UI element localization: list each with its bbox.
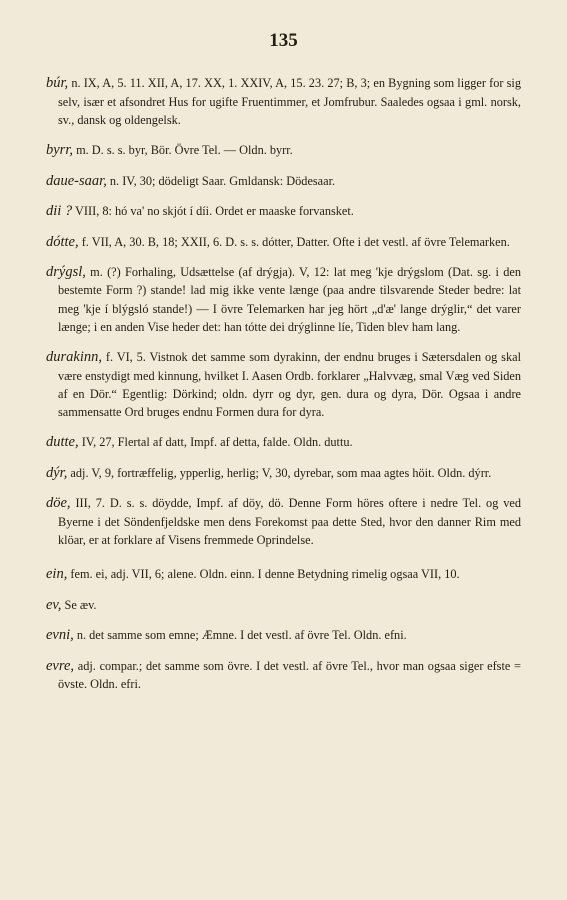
entry-bur	[46, 74, 521, 129]
entry-byrr	[46, 141, 521, 159]
definition: adj. compar.; det samme som övre. I det vestl. af övre Tel., hvor man ogsaa siger efste = övste. Oldn. efri.	[58, 658, 521, 691]
entry-doe	[46, 494, 521, 549]
headword: búr,	[46, 75, 69, 92]
entry-evni	[46, 626, 521, 644]
definition: n. IV, 30; dödeligt Saar. Gmldansk: Dödesaar.	[106, 173, 336, 188]
headword: ev,	[46, 596, 62, 613]
entry-dii	[46, 202, 521, 220]
entry-dutte	[46, 433, 521, 451]
entry-ev	[46, 596, 521, 614]
headword: evni,	[46, 627, 74, 644]
definition: n. IX, A, 5. 11. XII, A, 17. XX, 1. XXIV, A, 15. 23. 27; B, 3; en Bygning som ligger for sig selv, især et afsondret Hus for ugifte Fruentimmer, et Jomfrubur. Saaledes ogsaa i gml. norsk, sv., dansk og oldengelsk.	[58, 76, 521, 127]
definition: IV, 27, Flertal af datt, Impf. af detta, falde. Oldn. duttu.	[78, 435, 353, 450]
headword: dótte,	[46, 233, 79, 250]
definition: adj. V, 9, fortræffelig, ypperlig, herlig; V, 30, dyrebar, som maa agtes höit. Oldn. dýrr.	[67, 465, 492, 480]
headword: durakinn,	[46, 349, 102, 366]
entry-evre	[46, 657, 521, 693]
definition: n. det samme som emne; Æmne. I det vestl. af övre Tel. Oldn. efni.	[73, 628, 407, 643]
definition: f. VII, A, 30. B, 18; XXII, 6. D. s. s. dótter, Datter. Ofte i det vestl. af övre Telemarken.	[78, 234, 510, 249]
entry-drygsl	[46, 263, 521, 336]
headword: dii ?	[46, 203, 73, 220]
headword: evre,	[46, 657, 75, 674]
headword: ein,	[46, 566, 68, 583]
entry-dotte	[46, 233, 521, 251]
definition: fem. ei, adj. VII, 6; alene. Oldn. einn. I denne Betydning rimelig ogsaa VII, 10.	[67, 567, 460, 582]
glossary-entries	[46, 74, 521, 693]
page-number: 135	[269, 30, 298, 51]
headword: dýr,	[46, 464, 68, 481]
definition: VIII, 8: hó va' no skjót í díi. Ordet er maaske forvansket.	[72, 204, 354, 219]
entry-dyr	[46, 464, 521, 482]
definition: m. D. s. s. byr, Bör. Övre Tel. — Oldn. byrr.	[73, 143, 293, 158]
entry-ein	[46, 565, 521, 583]
definition: Se æv.	[61, 597, 97, 612]
headword: drýgsl,	[46, 264, 86, 281]
headword: dutte,	[46, 434, 79, 451]
headword: döe,	[46, 495, 71, 512]
definition: III, 7. D. s. s. döydde, Impf. af döy, dö. Denne Form höres oftere i nedre Tel. og ved Byerne i det Söndenfjeldske men dens Forekomst paa dette Sted, hvor den danner Rim med klöar, er at forklare af Visens fremmede Oprindelse.	[58, 496, 521, 547]
definition: f. VI, 5. Vistnok det samme som dyrakinn, der endnu bruges i Sætersdalen og skal være enstydigt med kinnung, hvilket I. Aasen Ordb. forklarer „Halvvæg, smal Væg ved Siden af en Dör.“ Egentlig: Dörkind; oldn. dyrr og dyr, gen. dura og dyra, Dör. Ogsaa i andre sammensatte Ord bruges endnu Formen dura for dyra.	[58, 350, 521, 419]
headword: byrr,	[46, 142, 73, 159]
headword: daue-saar,	[46, 172, 107, 189]
definition: m. (?) Forhaling, Udsættelse (af drýgja). V, 12: lat meg 'kje drýgslom (Dat. sg. i den bestemte Form ?) stande! lad mig ikke vente længe (paa andre tilsvarende Steder bedre: lat meg 'kje í blýgsló stande!) — I övre Telemarken har jeg hört „d'æ' lange drýglir,“ det varer længe; i en anden Vise heder det: han tótte dei drýglinne líe, Tiden blev ham lang.	[58, 265, 521, 334]
entry-durakinn	[46, 348, 521, 421]
entry-daue-saar	[46, 172, 521, 190]
